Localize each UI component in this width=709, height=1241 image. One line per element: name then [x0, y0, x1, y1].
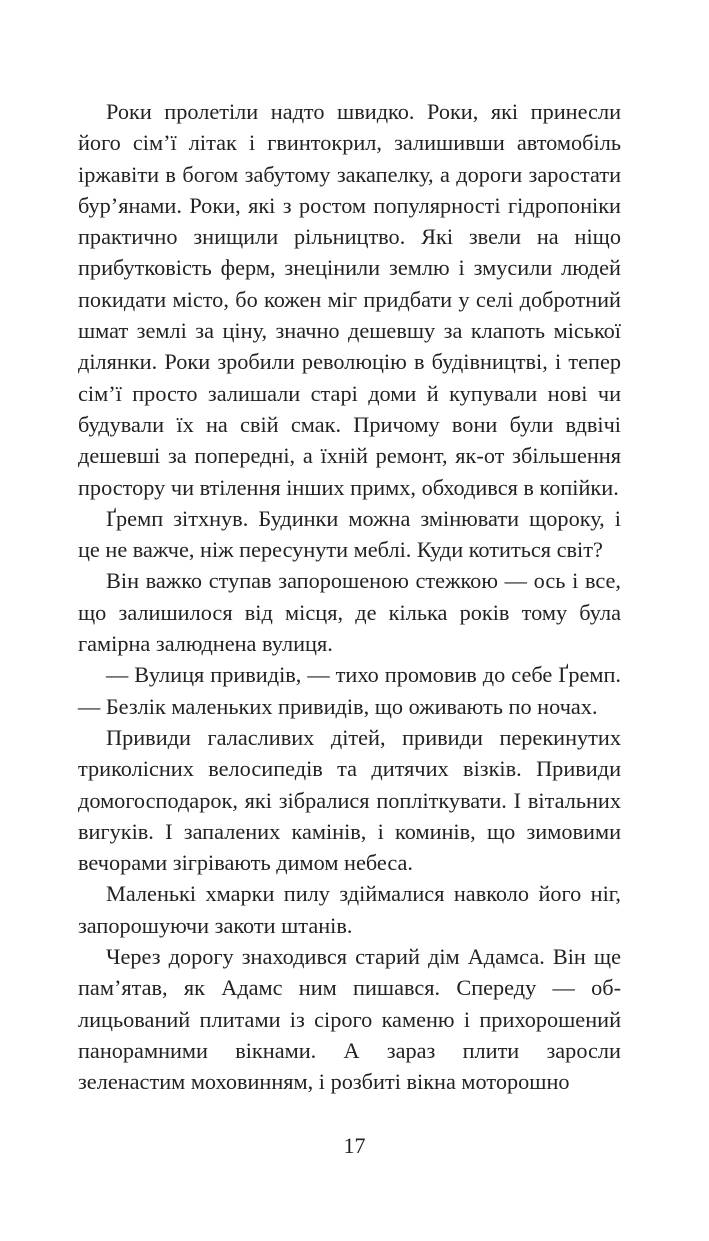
paragraph-1: Роки пролетіли надто швидко. Роки, які принесли його сім’ї літак і гвинтокрил, залишивши автомобіль іржавіти в богом забутому закапелку, а дороги заростати бур’янами. Роки, які з ростом популярності гідропоніки практично знищили рільництво. Які звели на ніщо прибутковість ферм, знецінили землю і змусили людей покидати місто, бо кожен міг придбати у селі добротний шмат землі за ціну, значно дешевшу за клапоть міської ділянки. Роки зробили революцію в будівництві, і тепер сім’ї просто залишали старі доми й купували нові чи будували їх на свій смак. Причому вони були вдвічі дешевші за попередні, а їхній ремонт, як-от збільшення простору чи втілення інших примх, обходився в копійки. [78, 99, 621, 500]
paragraph-7: Через дорогу знаходився старий дім Адамса. Він ще пам’ятав, як Адамс ним пишався. Спереду — облицьований плитами із сірого каменю і прихорошений панорамними вікнами. А зараз плити заросли зеленастим моховинням, і розбиті вікна моторошно [78, 944, 621, 1095]
paragraph-2: Ґремп зітхнув. Будинки можна змінювати щороку, і це не важче, ніж пересунути меблі. Куди котиться світ? [78, 505, 621, 563]
paragraph-4: — Вулиця привидів, — тихо промовив до себе Ґремп. — Безлік маленьких привидів, що оживають по ночах. [78, 662, 621, 719]
page-number: 17 [343, 1133, 366, 1158]
page-text-block [78, 96, 621, 1098]
paragraph-6: Маленькі хмарки пилу здіймалися навколо його ніг, запорошуючи закоти штанів. [78, 881, 621, 938]
paragraph-5: Привиди галасливих дітей, привиди перекинутих триколісних велосипедів та дитячих візків. Привиди домогосподарок, які зібралися попліткувати. І вітальних вигуків. І запалених камінів, і коминів, що зимовими вечорами зігрівають димом небеса. [78, 724, 621, 876]
paragraph-3: Він важко ступав запорошеною стежкою — ось і все, що залишилося від місця, де кілька років тому була гамірна залюднена вулиця. [78, 568, 621, 657]
